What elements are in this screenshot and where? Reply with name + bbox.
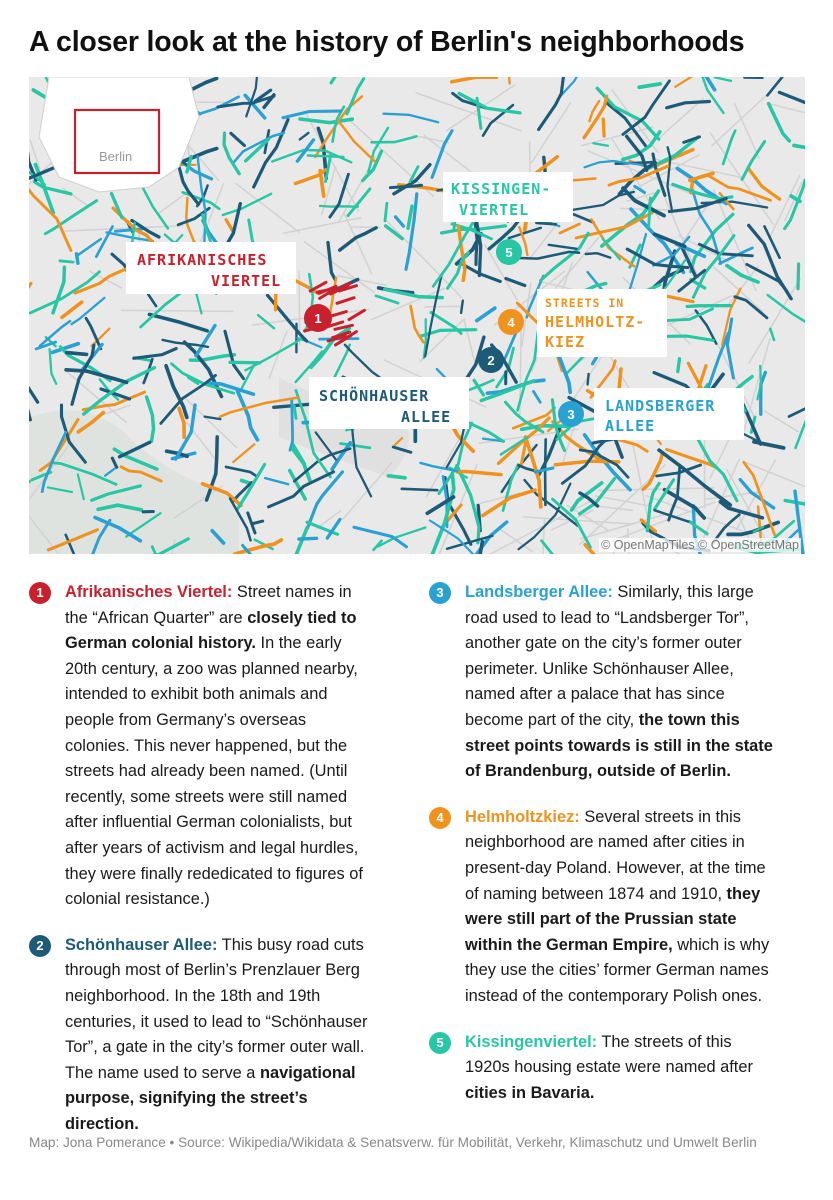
- named-street: [308, 156, 344, 157]
- entry-title: Helmholtzkiez:: [465, 807, 580, 826]
- entry-text: The streets of this 1920s housing estate were named after: [465, 1032, 753, 1077]
- named-street: [545, 439, 546, 505]
- label-schoenhauser-allee: [309, 377, 469, 429]
- entry-text: In the early 20th century, a zoo was planned nearby, intended to exhibit both animals and people from Germany’s overseas colonies. This never happened, but the streets had already been named. (Until recently, some streets were still named after influential German colonialists, but after years of activism and legal hurdles, they were finally rededicated to figures of colonial resistance.): [65, 634, 363, 909]
- entry-bold-text: closely tied to German colonial history.: [65, 608, 357, 653]
- label-kissingenviertel: [443, 172, 573, 222]
- svg-text:SCHÖNHAUSER: SCHÖNHAUSER: [319, 387, 430, 405]
- locator-label: Berlin: [99, 149, 133, 164]
- marker-1[interactable]: [304, 304, 332, 332]
- number-badge: 1: [29, 582, 51, 604]
- named-street: [649, 198, 651, 227]
- legend-column-left: [29, 580, 374, 1157]
- named-street: [60, 261, 73, 262]
- svg-text:4: 4: [507, 315, 515, 330]
- svg-text:5: 5: [505, 245, 513, 260]
- entry-text: This busy road cuts through most of Berlin’s Prenzlauer Berg neighborhood. In the 18th and 19th centuries, it used to lead to “Schönhauser Tor”, a gate in the city’s former outer wall. The name used to serve a: [65, 935, 368, 1082]
- entry-kissingenviertel: [429, 1030, 774, 1107]
- label-afrikanisches-viertel: [126, 242, 296, 294]
- svg-text:VIERTEL: VIERTEL: [211, 272, 282, 290]
- svg-text:1: 1: [314, 311, 322, 326]
- named-street: [230, 362, 260, 363]
- label-helmholtzkiez: [537, 289, 667, 357]
- named-street: [687, 306, 731, 307]
- entry-afrikanisches-viertel: [29, 580, 374, 913]
- svg-text:ALLEE: ALLEE: [605, 417, 656, 435]
- page-title: A closer look at the history of Berlin's neighborhoods: [29, 26, 745, 58]
- entry-text: Several streets in this neighborhood are named after cities in present-day Poland. However, at the time of naming between 1874 and 1910,: [465, 807, 766, 903]
- svg-text:3: 3: [567, 407, 575, 422]
- background-road: [121, 310, 233, 311]
- marker-5[interactable]: [496, 239, 522, 265]
- named-street: [388, 476, 405, 478]
- named-street: [402, 489, 437, 490]
- background-road: [424, 306, 461, 307]
- named-street: [798, 264, 799, 289]
- marker-4[interactable]: [498, 309, 524, 335]
- named-street: [385, 203, 387, 221]
- entry-bold-text: they were still part of the Prussian state within the German Empire,: [465, 884, 761, 954]
- svg-text:AFRIKANISCHES: AFRIKANISCHES: [137, 251, 268, 269]
- marker-3[interactable]: [558, 401, 584, 427]
- entry-bold-text: the town this street points towards is still in the state of Brandenburg, outside of Berlin.: [465, 710, 773, 781]
- entry-text: Similarly, this large road used to lead to “Landsberger Tor”, another gate on the city’s former outer perimeter. Unlike Schönhauser Allee, named after a palace that has since become part of the city,: [465, 583, 754, 729]
- legend-column-right: [429, 580, 774, 1126]
- number-badge: 2: [29, 935, 51, 957]
- label-landsberger-allee: [594, 388, 744, 440]
- named-street: [294, 406, 296, 419]
- svg-text:HELMHOLTZ-: HELMHOLTZ-: [545, 313, 646, 331]
- svg-text:LANDSBERGER: LANDSBERGER: [605, 397, 716, 415]
- named-street: [299, 538, 317, 539]
- entry-landsberger-allee: [429, 580, 774, 785]
- source-credit: Map: Jona Pomerance • Source: Wikipedia/Wikidata & Senatsverw. für Mobilität, Verkehr, Klimaschutz und Umwelt Berlin: [29, 1135, 757, 1150]
- svg-text:2: 2: [487, 353, 495, 368]
- entry-text: Street names in the “African Quarter” are: [65, 583, 352, 627]
- entry-schoenhauser-allee: [29, 933, 374, 1138]
- entry-helmholtzkiez: [429, 805, 774, 1010]
- map-attribution[interactable]: © OpenMapTiles © OpenStreetMap: [601, 538, 799, 552]
- entry-title: Kissingenviertel:: [465, 1032, 598, 1051]
- named-street: [461, 301, 463, 313]
- svg-text:KISSINGEN-: KISSINGEN-: [451, 180, 552, 198]
- named-street: [508, 77, 509, 84]
- number-badge: 4: [429, 807, 451, 829]
- named-street: [603, 119, 604, 136]
- number-badge: 5: [429, 1032, 451, 1054]
- named-street: [588, 374, 589, 385]
- named-street: [678, 359, 680, 372]
- map-canvas[interactable]: [29, 77, 805, 554]
- entry-bold-text: cities in Bavaria.: [465, 1083, 595, 1102]
- svg-text:VIERTEL: VIERTEL: [459, 201, 530, 219]
- entry-text: which is why they use the cities’ former German names instead of the contemporary Polish ones.: [465, 935, 770, 1005]
- entry-title: Landsberger Allee:: [465, 583, 613, 601]
- named-street: [536, 223, 555, 224]
- svg-text:ALLEE: ALLEE: [401, 408, 452, 426]
- street-map[interactable]: [29, 77, 805, 554]
- entry-title: Schönhauser Allee:: [65, 935, 218, 954]
- named-street: [67, 353, 87, 355]
- svg-text:KIEZ: KIEZ: [545, 333, 586, 351]
- entry-bold-text: navigational purpose, signifying the street’s direction.: [65, 1063, 356, 1133]
- marker-2[interactable]: [478, 347, 504, 373]
- svg-text:STREETS IN: STREETS IN: [545, 296, 625, 310]
- entry-title: Afrikanisches Viertel:: [65, 583, 233, 601]
- number-badge: 3: [429, 582, 451, 604]
